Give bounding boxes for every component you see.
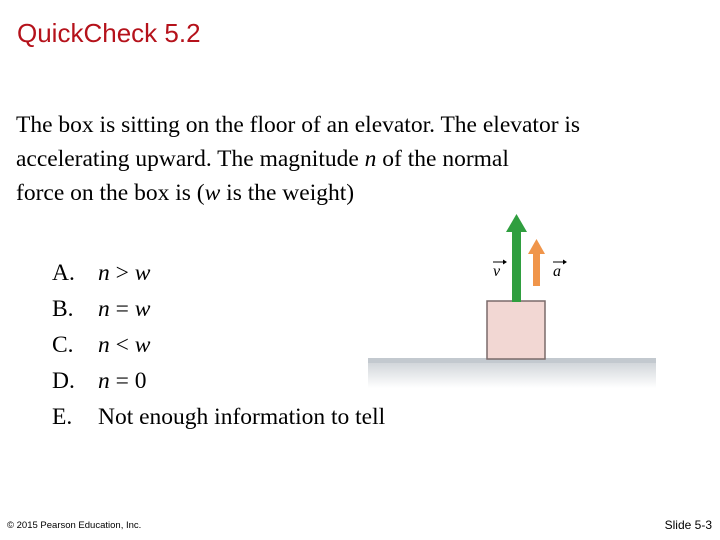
acceleration-arrow bbox=[528, 239, 545, 286]
option-text: n > w bbox=[98, 260, 151, 286]
svg-text:v: v bbox=[493, 263, 501, 280]
option-text: n = 0 bbox=[98, 368, 147, 394]
answer-options bbox=[52, 255, 385, 435]
answer-option bbox=[52, 399, 385, 435]
svg-text:a: a bbox=[553, 263, 561, 280]
copyright-notice: © 2015 Pearson Education, Inc. bbox=[7, 520, 142, 531]
slide-number: Slide 5-3 bbox=[664, 518, 712, 532]
answer-option bbox=[52, 327, 385, 363]
question-line: accelerating upward. The magnitude n of the normal bbox=[16, 146, 509, 172]
question-line: force on the box is (w is the weight) bbox=[16, 180, 355, 206]
answer-option bbox=[52, 255, 385, 291]
answer-option bbox=[52, 291, 385, 327]
option-text: Not enough information to tell bbox=[98, 404, 386, 430]
velocity-label bbox=[493, 260, 507, 281]
option-text: n = w bbox=[98, 296, 151, 322]
option-letter: E. bbox=[52, 404, 73, 430]
option-text: n < w bbox=[98, 332, 151, 358]
elevator-box-figure bbox=[365, 210, 660, 390]
slide-title: QuickCheck 5.2 bbox=[17, 18, 201, 48]
variable-n: n bbox=[364, 146, 377, 172]
question-line: The box is sitting on the floor of an elevator. The elevator is bbox=[16, 112, 581, 138]
answer-option bbox=[52, 363, 385, 399]
box bbox=[487, 301, 545, 359]
option-letter: D. bbox=[52, 368, 75, 394]
question-text bbox=[16, 108, 706, 210]
variable-w: w bbox=[204, 180, 221, 206]
option-letter: A. bbox=[52, 260, 75, 286]
option-letter: C. bbox=[52, 332, 74, 358]
velocity-arrow bbox=[506, 214, 527, 302]
acceleration-label bbox=[553, 260, 567, 281]
option-letter: B. bbox=[52, 296, 74, 322]
